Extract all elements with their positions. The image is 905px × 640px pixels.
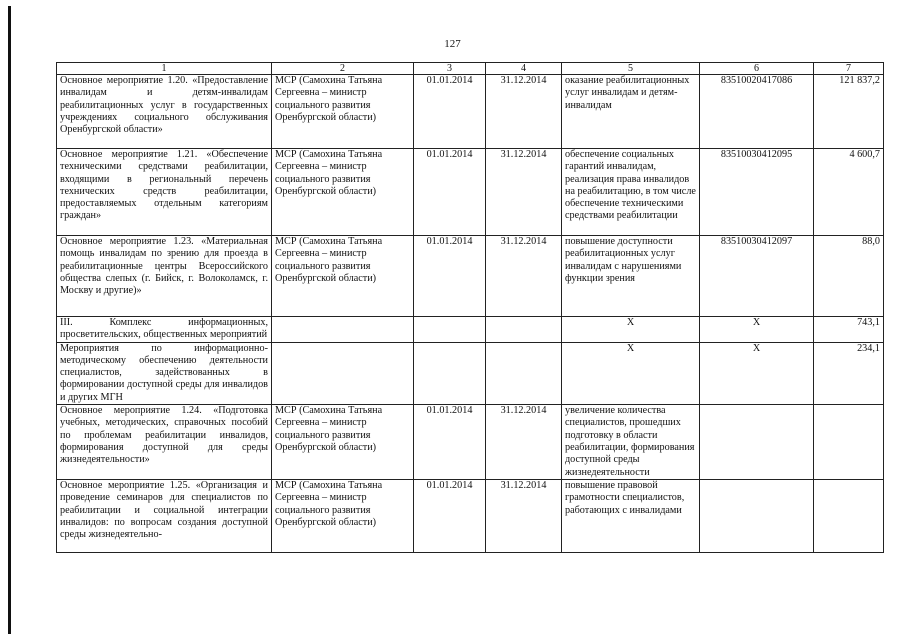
funding-amount: 234,1 [814,342,884,404]
responsible-executor [272,317,414,343]
section-heading: III. Комплекс информационных, просветительских, общественных мероприятий [57,317,272,343]
funding-amount: 88,0 [814,236,884,317]
event-name: Основное мероприятие 1.24. «Подготовка учебных, методических, справочных пособий по проблемам реабилитации инвалидов, формирования доступной для среды жизнедеятельности» [57,405,272,480]
column-header: 5 [562,63,700,75]
budget-code: 83510020417086 [700,75,814,149]
expected-result: повышение доступности реабилитационных услуг инвалидам с нарушениями функции зрения [562,236,700,317]
funding-amount [814,480,884,553]
expected-result: Х [562,317,700,343]
funding-amount: 121 837,2 [814,75,884,149]
event-name: Основное мероприятие 1.23. «Материальная помощь инвалидам по зрению для проезда в реабилитационные центры Всероссийского общества слепых (г. Бийск, г. Волоколамск, г. Москву и другие)» [57,236,272,317]
end-date: 31.12.2014 [486,236,562,317]
funding-amount: 4 600,7 [814,149,884,236]
start-date [414,342,486,404]
responsible-executor: МСР (Самохина Татьяна Сергеевна – министр социального развития Оренбургской области) [272,236,414,317]
table-row [57,75,884,149]
end-date: 31.12.2014 [486,149,562,236]
start-date: 01.01.2014 [414,149,486,236]
end-date: 31.12.2014 [486,75,562,149]
expected-result: оказание реабилитационных услуг инвалидам и детям-инвалидам [562,75,700,149]
column-number-row [57,63,884,75]
column-header: 7 [814,63,884,75]
start-date: 01.01.2014 [414,75,486,149]
start-date: 01.01.2014 [414,405,486,480]
budget-code [700,405,814,480]
responsible-executor: МСР (Самохина Татьяна Сергеевна – министр социального развития Оренбургской области) [272,405,414,480]
responsible-executor: МСР (Самохина Татьяна Сергеевна – министр социального развития Оренбургской области) [272,75,414,149]
funding-amount [814,405,884,480]
event-name: Основное мероприятие 1.21. «Обеспечение техническими средствами реабилитации, входящими в региональный перечень технических средств реабилитации, предоставляемых отдельным категориям граждан» [57,149,272,236]
table-row [57,317,884,343]
responsible-executor [272,342,414,404]
end-date: 31.12.2014 [486,405,562,480]
start-date [414,317,486,343]
column-header: 2 [272,63,414,75]
responsible-executor: МСР (Самохина Татьяна Сергеевна – министр социального развития Оренбургской области) [272,149,414,236]
table-row [57,149,884,236]
table-row [57,405,884,480]
event-group-heading: Мероприятия по информационно-методическому обеспечению деятельности специалистов, задействованных в формировании доступной среды для инвалидов и других МГН [57,342,272,404]
column-header: 4 [486,63,562,75]
program-events-table [56,62,884,553]
expected-result: увеличение количества специалистов, прошедших подготовку в области реабилитации, формирования доступной среды жизнедеятельности [562,405,700,480]
page-edge-rule [8,6,11,634]
funding-amount: 743,1 [814,317,884,343]
expected-result: Х [562,342,700,404]
column-header: 3 [414,63,486,75]
event-name: Основное мероприятие 1.20. «Предоставление инвалидам и детям-инвалидам реабилитационных услуг в государственных учреждениях социального обслуживания Оренбургской области» [57,75,272,149]
column-header: 6 [700,63,814,75]
budget-code: 83510030412097 [700,236,814,317]
end-date [486,317,562,343]
expected-result: повышение правовой грамотности специалистов, работающих с инвалидами [562,480,700,553]
budget-code: 83510030412095 [700,149,814,236]
table-row [57,480,884,553]
end-date [486,342,562,404]
expected-result: обеспечение социальных гарантий инвалидам, реализация права инвалидов на реабилитацию, в том числе обеспечение техническими средствами реабилитации [562,149,700,236]
event-name: Основное мероприятие 1.25. «Организация и проведение семинаров для специалистов по реабилитации и социальной интеграции инвалидов: по вопросам создания доступной среды жизнедеятельно- [57,480,272,553]
start-date: 01.01.2014 [414,480,486,553]
end-date: 31.12.2014 [486,480,562,553]
page-number: 127 [444,38,461,50]
start-date: 01.01.2014 [414,236,486,317]
responsible-executor: МСР (Самохина Татьяна Сергеевна – министр социального развития Оренбургской области) [272,480,414,553]
table-row [57,342,884,404]
budget-code: Х [700,342,814,404]
budget-code: Х [700,317,814,343]
table-row [57,236,884,317]
budget-code [700,480,814,553]
column-header: 1 [57,63,272,75]
